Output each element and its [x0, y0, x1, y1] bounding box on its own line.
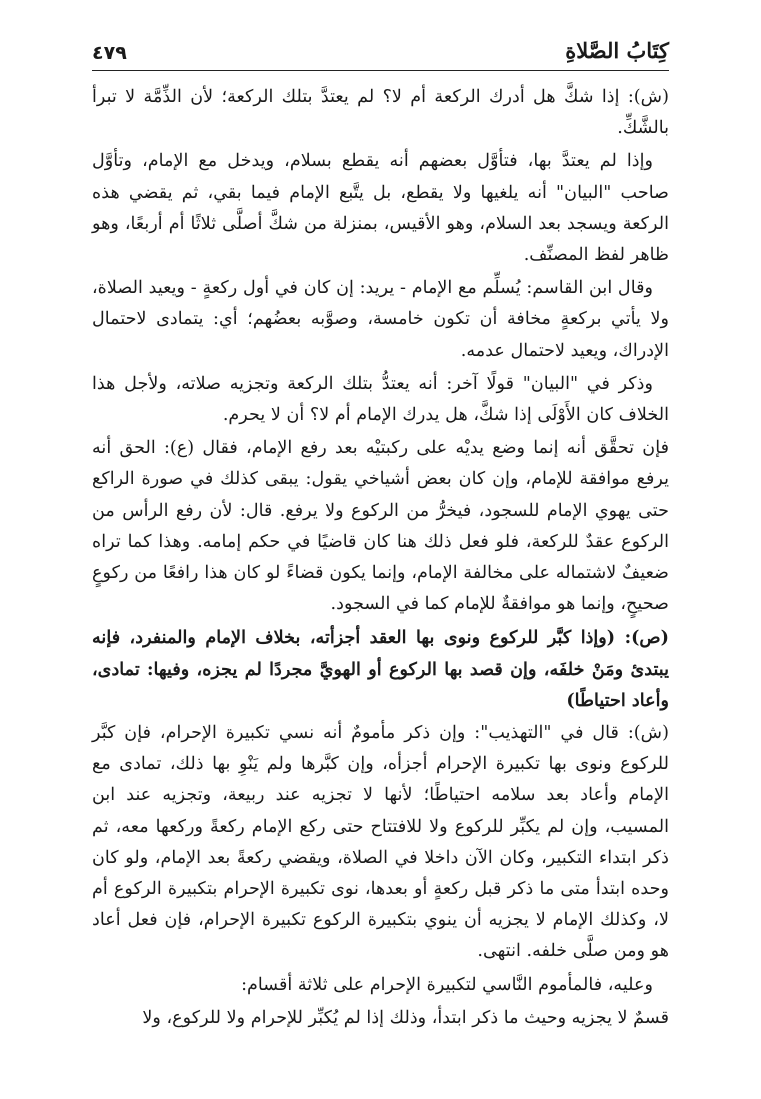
page-header	[92, 34, 669, 71]
page-number: ٤٧٩	[92, 42, 127, 64]
paragraph-commentary-doubt: (ش): إذا شكَّ هل أدرك الركعة أم لا؟ لم يعتدَّ بتلك الركعة؛ لأن الذِّمَّة لا تبرأ بالشَّكِّ.	[92, 87, 669, 139]
paragraph-commentary-tahdhib: (ش): قال في "التهذيب": وإن ذكر مأمومٌ أنه نسي تكبيرة الإحرام، فإن كبَّر للركوع ونوى بها تكبيرة الإحرام أجزأه، وإن كبَّرها ولم يَنْوِ بها ذلك، تمادى مع الإمام وأعاد بعد سلامه احتياطًا؛ لأنها لا تجزيه عند ربيعة، وتجزيه عند ابن المسيب، وإن لم يكبِّر للركوع ولا للافتتاح حتى ركع الإمام ركعةً وركعها معه، ثم ذكر ابتداء التكبير، وكان الآن داخلا في الصلاة، ويقضي ركعةً بعد الإمام، ولو كان وحده ابتدأ متى ما ذكر قبل ركعةٍ أو بعدها، نوى تكبيرة الإحرام بتكبيرة الركوع أم لا، وكذلك الإمام لا يجزيه أن ينوي بتكبيرة الركوع تكبيرة الإحرام، فإن فعل أعاد هو ومن صلَّى خلفه. انتهى.	[92, 723, 669, 962]
paragraph-al-bayan: وذكر في "البيان" قولًا آخر: أنه يعتدُّ بتلك الركعة وتجزيه صلاته، ولأجل هذا الخلاف كان الأَوْلَى إذا شكَّ، هل يدرك الإمام أم لا؟ أن لا يحرم.	[92, 373, 669, 426]
page-body	[92, 82, 669, 1036]
paragraph-interpretations: وإذا لم يعتدَّ بها، فتأوَّل بعضهم أنه يقطع بسلام، ويدخل مع الإمام، وتأوَّل صاحب "البيان" أنه يلغيها ولا يقطع، بل يتَّبع الإمام فيما بقي، ثم يقضي هذه الركعة ويسجد بعد السلام، وهو الأقيس، بمنزلة من شكَّ أصلَّى ثلاثًا أم أربعًا، وهو ظاهر لفظ المصنِّف.	[92, 151, 669, 266]
paragraph-three-categories: وعليه، فالمأموم النَّاسي لتكبيرة الإحرام على ثلاثة أقسام:	[241, 974, 653, 995]
paragraph-ibn-al-qasim: وقال ابن القاسم: يُسلِّم مع الإمام - يريد: إن كان في أول ركعةٍ - ويعيد الصلاة، ولا يأتي بركعةٍ مخافة أن تكون خامسة، وصوَّبه بعضُهم؛ أي: يتمادى لاحتمال الإدراك، ويعيد لاحتمال عدمه.	[92, 278, 669, 361]
paragraph-first-category: قسمٌ لا يجزيه وحيث ما ذكر ابتدأ، وذلك إذا لم يُكبِّر للإحرام ولا للركوع، ولا	[142, 1007, 669, 1028]
running-title: كِتَابُ الصَّلاةِ	[565, 38, 669, 63]
paragraph-matn-takbir: (ص): (وإذا كبَّر للركوع ونوى بها العقد أجزأته، بخلاف الإمام والمنفرد، فإنه يبتدئ ومَنْ خلفَه، وإن قصد بها الركوع أو الهويَّ مجردًا لم يجزه، وفيها: تمادى، وأعاد احتياطًا)	[92, 627, 669, 711]
paragraph-raising-with-imam: فإن تحقَّق أنه إنما وضع يديْه على ركبتيْه بعد رفع الإمام، فقال (ع): الحق أنه يرفع موافقة للإمام، وإن كان بعض أشياخي يقول: يبقى كذلك في صورة الراكع حتى يهوي الإمام للسجود، فيخرُّ من الركوع ولا يرفع. قال: لأن رفع الرأس من الركوع عقدٌ للركعة، فلو فعل ذلك هنا كان قاضيًا في حكم إمامه. وهذا كما تراه ضعيفٌ لاشتماله على مخالفة الإمام، وإنما يكون قضاءً لو كان هذا رافعًا من ركوعٍ صحيحٍ، وإنما هو موافقةٌ للإمام كما في السجود.	[92, 438, 669, 615]
